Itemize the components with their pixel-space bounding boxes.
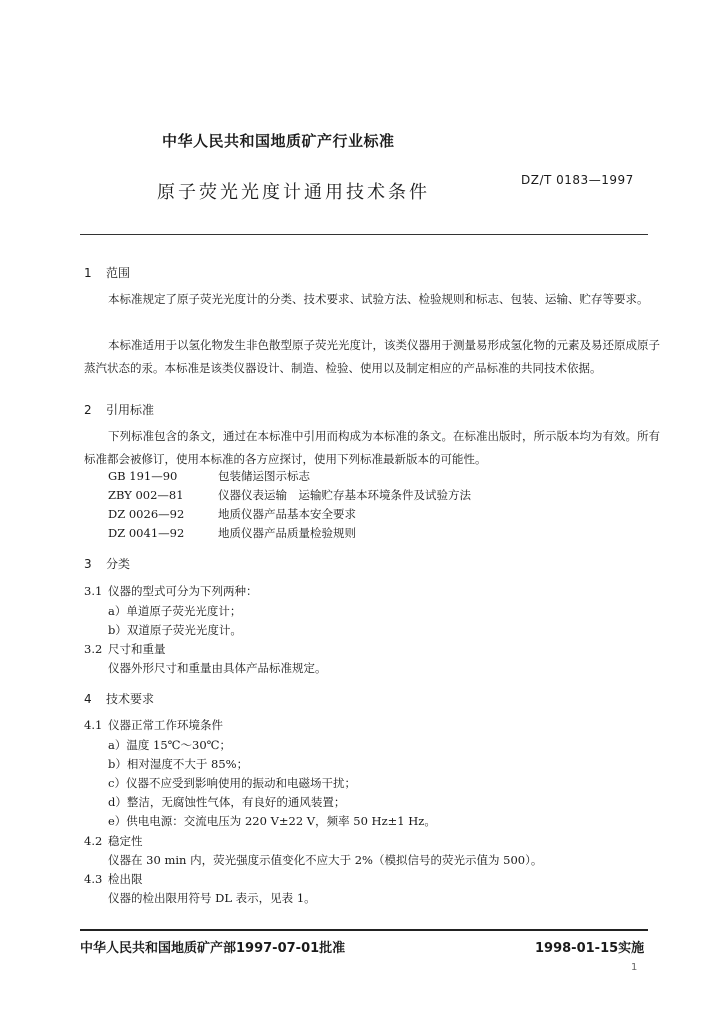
subsection-text: 仪器在 30 min 内，荧光强度示值变化不应大于 2%（模拟信号的荧光示值为 500）。 (108, 853, 543, 867)
list-item: b）双道原子荧光光度计。 (108, 623, 242, 637)
subsection-title: 仪器的型式可分为下列两种： (108, 584, 258, 598)
section-number: 3 (84, 557, 92, 571)
header-org: 中华人民共和国地质矿产行业标准 (162, 132, 395, 150)
subsection-title: 尺寸和重量 (108, 642, 166, 656)
reference-item (108, 525, 356, 541)
section-number: 2 (84, 403, 92, 417)
subsection-3-2 (84, 641, 166, 657)
reference-title: 仪器仪表运输 运输贮存基本环境条件及试验方法 (218, 488, 471, 502)
subsection-number: 4.2 (84, 834, 103, 848)
subsection-4-2 (84, 833, 143, 849)
section-3-heading (84, 555, 130, 572)
reference-item (108, 487, 471, 503)
subsection-number: 4.1 (84, 718, 103, 732)
reference-item (108, 468, 310, 484)
section-number: 1 (84, 266, 92, 280)
section-title: 引用标准 (106, 403, 155, 417)
reference-title: 包装储运图示标志 (218, 469, 310, 483)
bottom-divider (80, 929, 648, 931)
document-title: 原子荧光光度计通用技术条件 (157, 182, 430, 203)
subsection-title: 检出限 (108, 872, 143, 886)
top-divider (80, 234, 648, 235)
effective-date: 1998-01-15实施 (535, 941, 645, 956)
subsection-4-1 (84, 717, 223, 733)
list-item: b）相对湿度不大于 85%； (108, 757, 249, 771)
list-item: a）单道原子荧光光度计； (108, 604, 242, 618)
reference-code: DZ 0026—92 (108, 507, 185, 521)
approval-line: 中华人民共和国地质矿产部1997-07-01批准 (80, 941, 346, 956)
list-item: e）供电电源：交流电压为 220 V±22 V，频率 50 Hz±1 Hz。 (108, 814, 436, 828)
reference-title: 地质仪器产品基本安全要求 (218, 507, 356, 521)
subsection-text: 仪器外形尺寸和重量由具体产品标准规定。 (108, 661, 327, 675)
reference-title: 地质仪器产品质量检验规则 (218, 526, 356, 540)
reference-code: GB 191—90 (108, 469, 178, 483)
reference-code: ZBY 002—81 (108, 488, 184, 502)
subsection-title: 稳定性 (108, 834, 143, 848)
section-2-paragraph: 下列标准包含的条文，通过在本标准中引用而构成为本标准的条文。在标准出版时，所示版本均为有效。所有标准都会被修订，使用本标准的各方应探讨，使用下列标准最新版本的可能性。 (84, 429, 660, 466)
section-number: 4 (84, 692, 92, 706)
subsection-4-3 (84, 871, 143, 887)
reference-item (108, 506, 356, 522)
section-2-heading (84, 401, 154, 418)
section-title: 范围 (106, 266, 131, 280)
list-item: a）温度 15℃～30℃； (108, 738, 232, 752)
list-item: d）整洁，无腐蚀性气体，有良好的通风装置； (108, 795, 346, 809)
subsection-text: 仪器的检出限用符号 DL 表示，见表 1。 (108, 891, 316, 905)
subsection-number: 4.3 (84, 872, 103, 886)
section-1-heading (84, 264, 130, 281)
reference-code: DZ 0041—92 (108, 526, 185, 540)
section-1-paragraph-2: 本标准适用于以氢化物发生非色散型原子荧光光度计，该类仪器用于测量易形成氢化物的元素及易还原成原子蒸汽状态的汞。本标准是该类仪器设计、制造、检验、使用以及制定相应的产品标准的共同技术依据。 (84, 338, 660, 375)
subsection-3-1 (84, 583, 258, 599)
section-1-paragraph-1: 本标准规定了原子荧光光度计的分类、技术要求、试验方法、检验规则和标志、包装、运输、贮存等要求。 (108, 292, 649, 306)
section-title: 技术要求 (106, 692, 155, 706)
subsection-title: 仪器正常工作环境条件 (108, 718, 223, 732)
document-code: DZ/T 0183—1997 (521, 173, 634, 187)
subsection-number: 3.2 (84, 642, 103, 656)
section-4-heading (84, 690, 154, 707)
page-number: 1 (631, 962, 638, 973)
list-item: c）仪器不应受到影响使用的振动和电磁场干扰； (108, 776, 356, 790)
subsection-number: 3.1 (84, 584, 103, 598)
section-title: 分类 (106, 557, 131, 571)
